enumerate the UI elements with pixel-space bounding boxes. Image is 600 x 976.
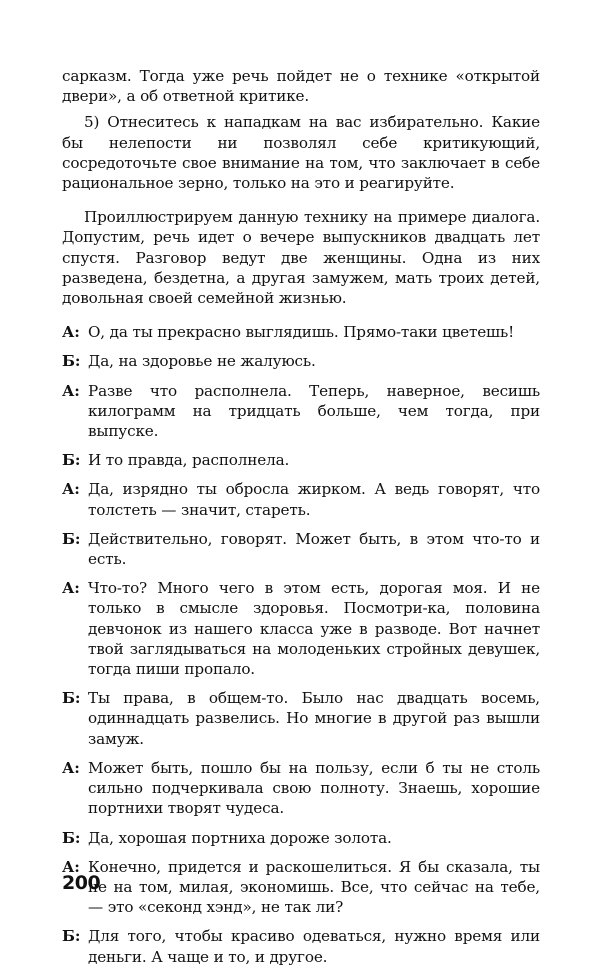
speaker-label: А: (62, 381, 80, 400)
speech-text: Что-то? Много чего в этом есть, дорогая моя. И не только в смысле здоровья. Посмотри-ка, половина девчонок из нашего класса уже в разводе. Вот начнет твой заглядываться на молоденьких стройных девушек, тогда пиши пропало. (88, 579, 540, 679)
speech-text: Да, изрядно ты обросла жирком. А ведь говорят, что толстеть — значит, стареть. (88, 480, 540, 519)
speaker-label: А: (62, 323, 80, 342)
speaker-label: А: (62, 480, 80, 499)
speaker-label: Б: (62, 689, 81, 708)
dialog-line (62, 926, 540, 966)
speaker-label: Б: (62, 529, 81, 548)
speaker-label: А: (62, 758, 80, 777)
dialog-line (62, 688, 540, 749)
paragraph-illustration: Проиллюстрируем данную технику на примере диалога. Допустим, речь идет о вечере выпускников двадцать лет спустя. Разговор ведут две женщины. Одна из них разведена, бездетна, а другая замужем, мать троих детей, довольная своей семейной жизнью. (62, 208, 540, 308)
dialog (62, 322, 540, 966)
paragraph-sarcasm: сарказм. Тогда уже речь пойдет не о технике «открытой двери», а об ответной критике. (62, 67, 540, 106)
speaker-label: А: (62, 579, 80, 598)
speech-text: Ты права, в общем-то. Было нас двадцать восемь, одиннадцать развелись. Но многие в другой раз вышли замуж. (88, 689, 540, 748)
dialog-line (62, 479, 540, 519)
dialog-line (62, 828, 540, 848)
page-body (62, 66, 540, 976)
speaker-label: Б: (62, 828, 81, 847)
speech-text: Конечно, придется и раскошелиться. Я бы сказала, ты не на том, милая, экономишь. Все, что сейчас на тебе, — это «секонд хэнд», не так ли? (88, 857, 540, 917)
speaker-label: А: (62, 857, 80, 876)
dialog-line (62, 351, 540, 371)
dialog-line (62, 322, 540, 342)
dialog-line (62, 857, 540, 918)
speech-text: О, да ты прекрасно выглядишь. Прямо-таки цветешь! (88, 323, 515, 342)
dialog-line (62, 529, 540, 569)
speech-text: Да, хорошая портниха дороже золота. (88, 828, 392, 847)
speaker-label: Б: (62, 451, 81, 470)
dialog-line (62, 758, 540, 819)
speech-text: Для того, чтобы красиво одеваться, нужно время или деньги. А чаще и то, и другое. (88, 927, 540, 966)
speaker-label: Б: (62, 352, 81, 371)
speech-text: Может быть, пошло бы на пользу, если б ты не столь сильно подчеркивала свою полноту. Знаешь, хорошие портнихи творят чудеса. (88, 758, 540, 818)
speaker-label: Б: (62, 927, 81, 946)
speech-text: Действительно, говорят. Может быть, в этом что-то и есть. (88, 529, 540, 569)
page-number: 200 (62, 872, 101, 894)
speech-text: И то правда, располнела. (88, 451, 290, 470)
dialog-line (62, 381, 540, 442)
paragraph-point-5: 5) Отнеситесь к нападкам на вас избирательно. Какие бы нелепости ни позволял себе критикующий, сосредоточьте свое внимание на том, что заключает в себе рациональное зерно, только на это и реагируйте. (62, 113, 540, 193)
dialog-line (62, 450, 540, 470)
speech-text: Разве что располнела. Теперь, наверное, весишь килограмм на тридцать больше, чем тогда, при выпуске. (88, 381, 540, 441)
speech-text: Да, на здоровье не жалуюсь. (88, 352, 316, 371)
dialog-line (62, 578, 540, 679)
